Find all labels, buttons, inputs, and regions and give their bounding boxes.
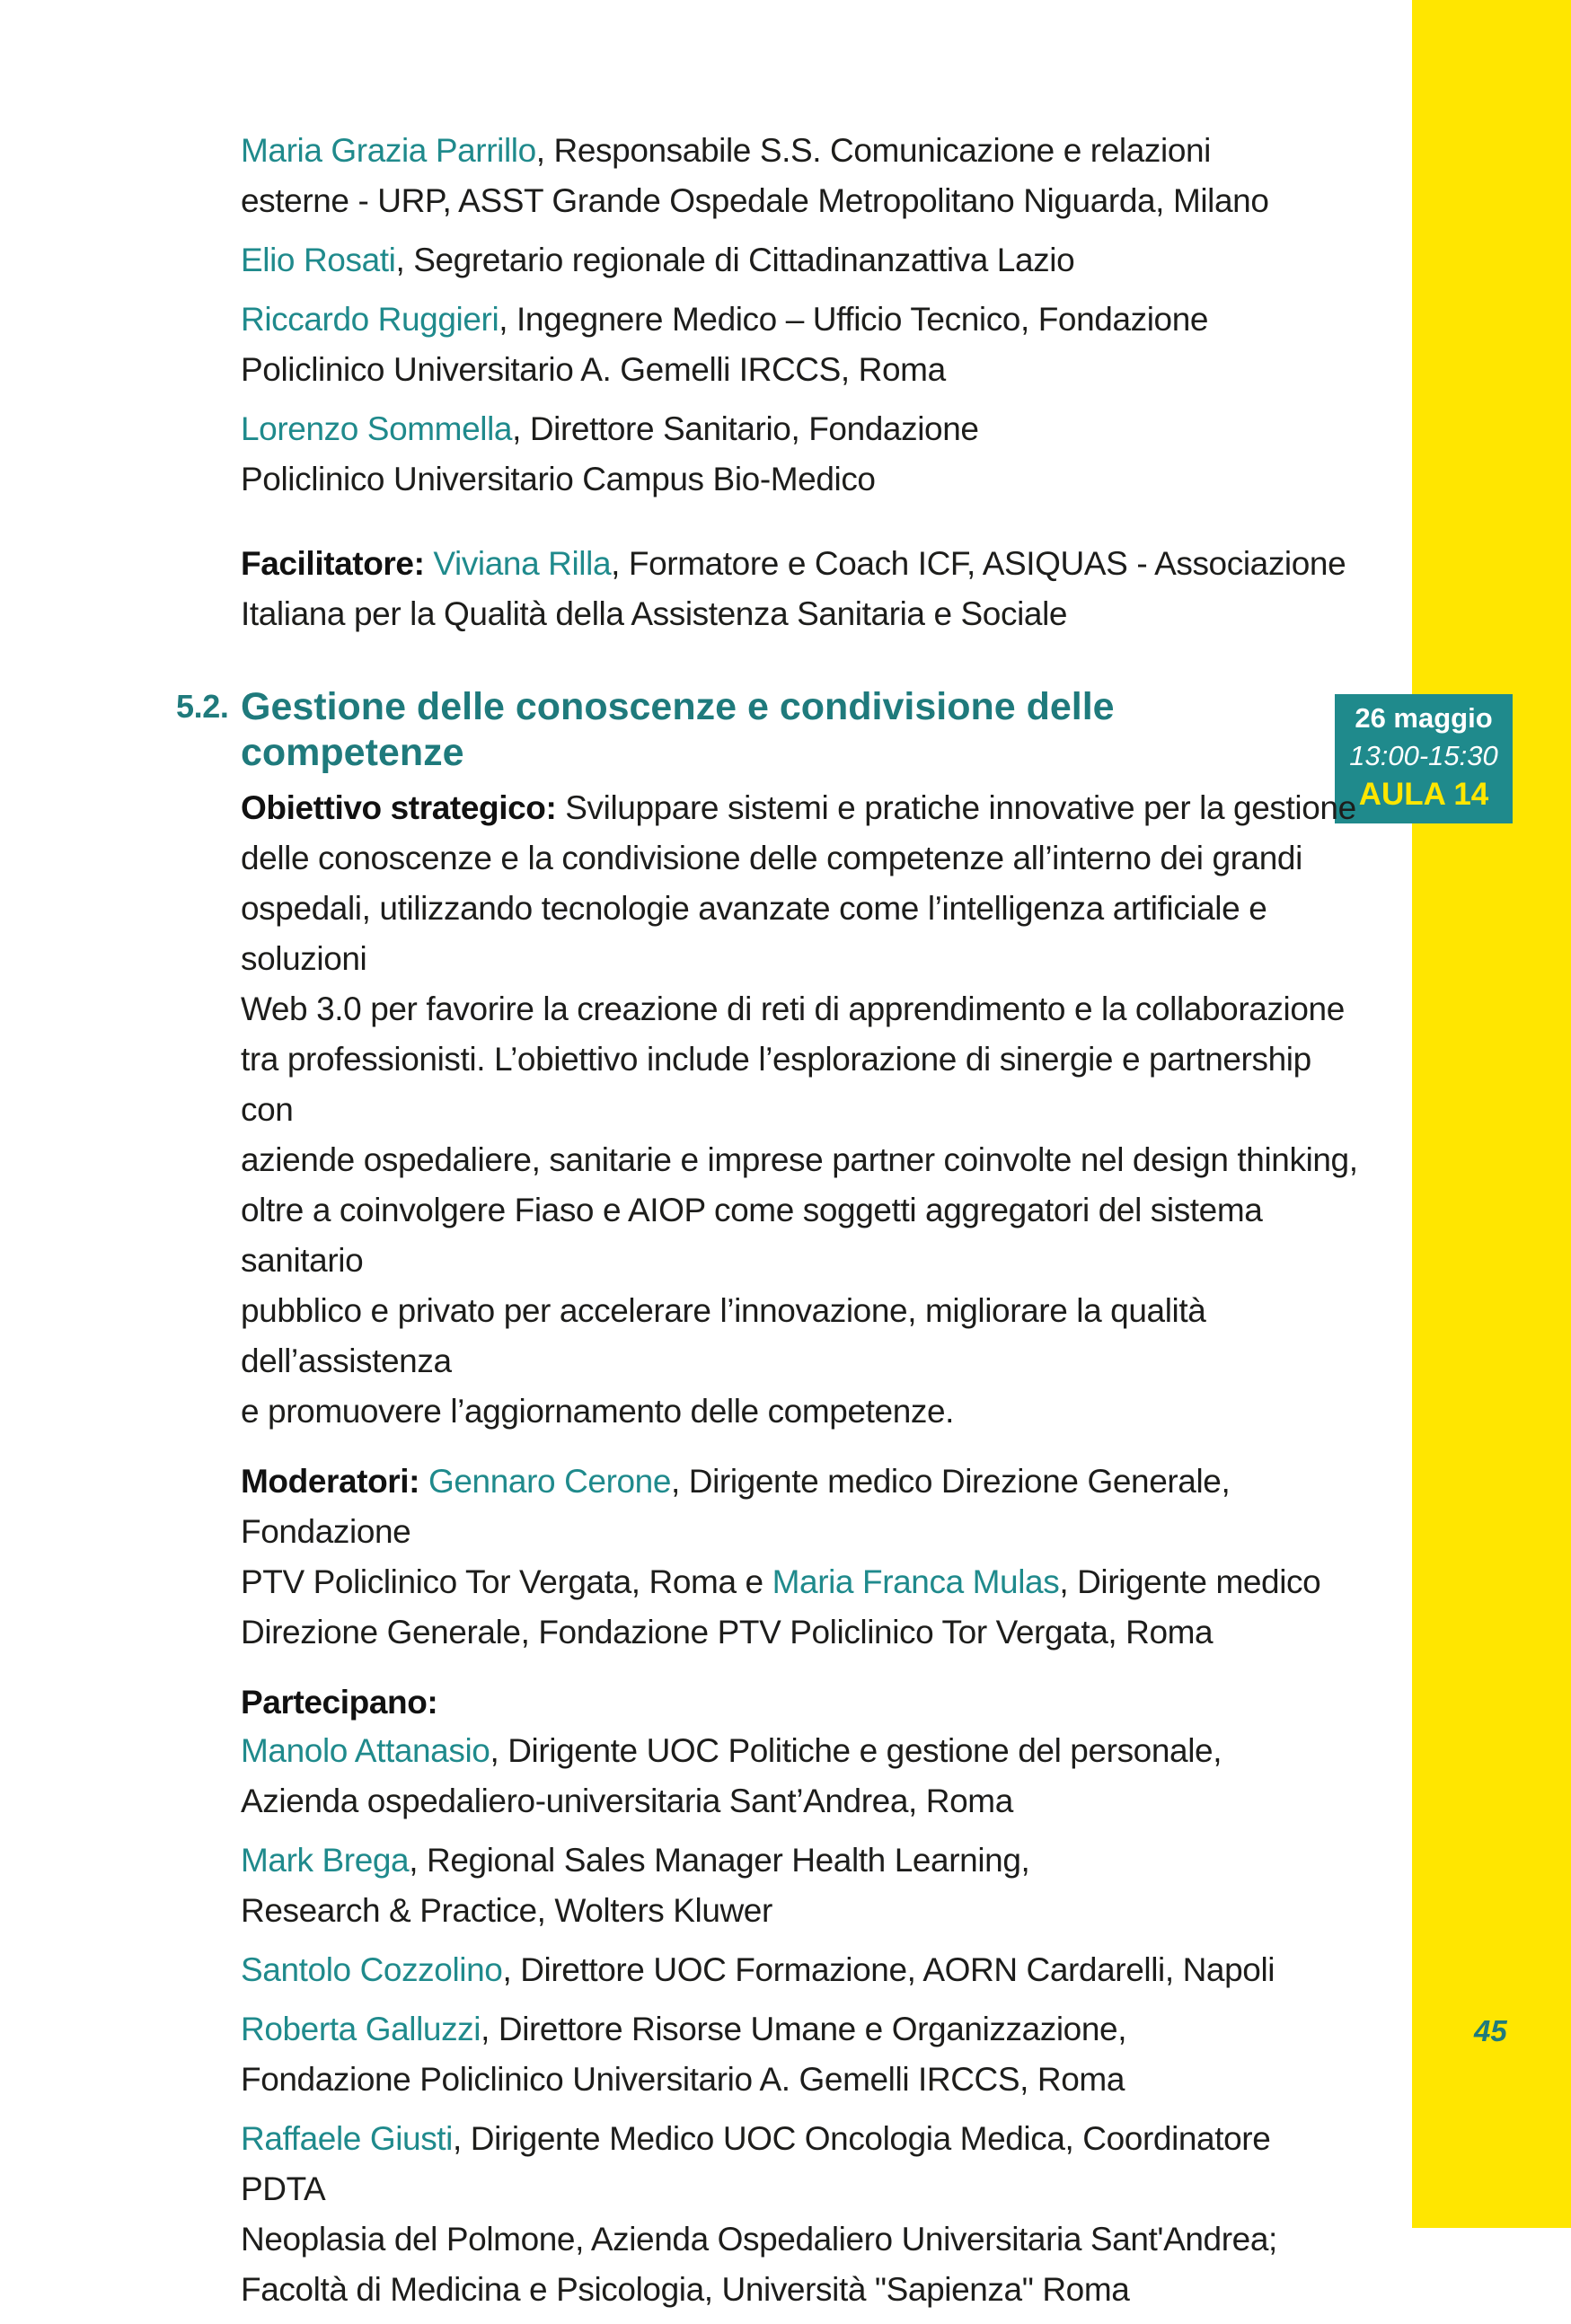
facilitator-label: Facilitatore: [241, 545, 425, 582]
participant-name: Mark Brega [241, 1842, 410, 1879]
facilitator-name: Viviana Rilla [433, 545, 612, 582]
page-content [176, 126, 1364, 2324]
objective-line: pubblico e privato per accelerare l’innovazione, migliorare la qualità dell’assistenza [241, 1292, 1206, 1379]
participant-entry [241, 2004, 1364, 2105]
speaker-entry [241, 295, 1364, 395]
moderator-role-cont: Direzione Generale, Fondazione PTV Policlinico Tor Vergata, Roma [241, 1614, 1214, 1651]
speaker-name: Riccardo Ruggieri [241, 301, 499, 338]
section-heading [176, 684, 1364, 776]
participant-role-cont: Research & Practice, Wolters Kluwer [241, 1892, 772, 1929]
speaker-role-cont: Policlinico Universitario Campus Bio-Medico [241, 461, 876, 497]
speaker-name: Maria Grazia Parrillo [241, 132, 536, 169]
objective-block [241, 783, 1364, 1437]
speaker-role: , Direttore Sanitario, Fondazione [512, 410, 979, 447]
objective-line: tra professionisti. L’obiettivo include l’esplorazione di sinergie e partnership con [241, 1041, 1311, 1128]
objective-line: delle conoscenze e la condivisione delle competenze all’interno dei grandi [241, 840, 1302, 876]
speaker-role: , Segretario regionale di Cittadinanzattiva Lazio [395, 242, 1075, 278]
side-color-band [1412, 0, 1571, 2228]
objective-line: aziende ospedaliere, sanitarie e imprese partner coinvolte nel design thinking, [241, 1141, 1358, 1178]
participant-role-cont: Neoplasia del Polmone, Azienda Ospedaliero Universitaria Sant'Andrea; [241, 2221, 1277, 2258]
session-date: 26 maggio [1355, 702, 1493, 734]
objective-line: ospedali, utilizzando tecnologie avanzate come l’intelligenza artificiale e soluzioni [241, 890, 1267, 977]
speaker-name: Elio Rosati [241, 242, 396, 278]
participant-role: , Direttore UOC Formazione, AORN Cardarelli, Napoli [502, 1951, 1275, 1988]
speaker-entry [241, 126, 1364, 226]
participant-name: Manolo Attanasio [241, 1732, 490, 1769]
section-title-line: Gestione delle conoscenze e condivisione delle [241, 685, 1115, 728]
session-time: 13:00-15:30 [1349, 740, 1498, 771]
participant-role-cont: Fondazione Policlinico Universitario A. Gemelli IRCCS, Roma [241, 2061, 1125, 2098]
section-number: 5.2. [176, 688, 229, 725]
facilitator-role-cont: Italiana per la Qualità della Assistenza Sanitaria e Sociale [241, 595, 1068, 632]
moderators-block [241, 1457, 1364, 1658]
participant-name: Raffaele Giusti [241, 2120, 453, 2157]
participant-role-cont: Azienda ospedaliero-universitaria Sant’Andrea, Roma [241, 1783, 1013, 1819]
participants-label: Partecipano: [241, 1684, 438, 1721]
speaker-entry [241, 404, 1364, 505]
participant-entry [241, 2114, 1364, 2315]
objective-label: Obiettivo strategico: [241, 789, 557, 826]
page-number: 45 [1474, 2014, 1507, 2047]
speaker-role: , Ingegnere Medico – Ufficio Tecnico, Fondazione [499, 301, 1209, 338]
speaker-entry [241, 235, 1364, 286]
speaker-role: , Responsabile S.S. Comunicazione e relazioni [535, 132, 1211, 169]
objective-line: oltre a coinvolgere Fiaso e AIOP come soggetti aggregatori del sistema sanitario [241, 1192, 1263, 1279]
moderator-role: , Dirigente medico [1059, 1563, 1321, 1600]
participant-entry [241, 1726, 1364, 1827]
participants-block [241, 1679, 1364, 2315]
moderators-label: Moderatori: [241, 1463, 420, 1500]
participant-entry [241, 1835, 1364, 1936]
speaker-role-cont: esterne - URP, ASST Grande Ospedale Metropolitano Niguarda, Milano [241, 182, 1269, 219]
moderator-role: , Dirigente medico Direzione Generale, Fondazione [241, 1463, 1231, 1550]
section-title [241, 684, 1229, 776]
participant-role: , Regional Sales Manager Health Learning, [409, 1842, 1030, 1879]
participant-name: Santolo Cozzolino [241, 1951, 503, 1988]
moderator-role-cont: PTV Policlinico Tor Vergata, Roma e [241, 1563, 772, 1600]
participant-name: Roberta Galluzzi [241, 2011, 481, 2047]
moderator-name: Gennaro Cerone [428, 1463, 672, 1500]
facilitator-block [241, 539, 1364, 639]
session-room: AULA 14 [1358, 777, 1489, 812]
section-title-line: competenze [241, 731, 464, 774]
participant-role: , Dirigente UOC Politiche e gestione del personale, [490, 1732, 1222, 1769]
participant-role: , Direttore Risorse Umane e Organizzazione, [481, 2011, 1127, 2047]
moderator-name: Maria Franca Mulas [772, 1563, 1060, 1600]
objective-line: e promuovere l’aggiornamento delle competenze. [241, 1393, 955, 1430]
participant-role-cont: Facoltà di Medicina e Psicologia, Università "Sapienza" Roma [241, 2271, 1130, 2308]
speaker-role-cont: Policlinico Universitario A. Gemelli IRCCS, Roma [241, 351, 946, 388]
speaker-name: Lorenzo Sommella [241, 410, 513, 447]
participant-entry [241, 1945, 1364, 1995]
objective-line: Web 3.0 per favorire la creazione di reti di apprendimento e la collaborazione [241, 990, 1345, 1027]
facilitator-role: , Formatore e Coach ICF, ASIQUAS - Associazione [611, 545, 1346, 582]
objective-line: Sviluppare sistemi e pratiche innovative per la gestione [556, 789, 1356, 826]
participant-role: , Dirigente Medico UOC Oncologia Medica, Coordinatore PDTA [241, 2120, 1271, 2207]
